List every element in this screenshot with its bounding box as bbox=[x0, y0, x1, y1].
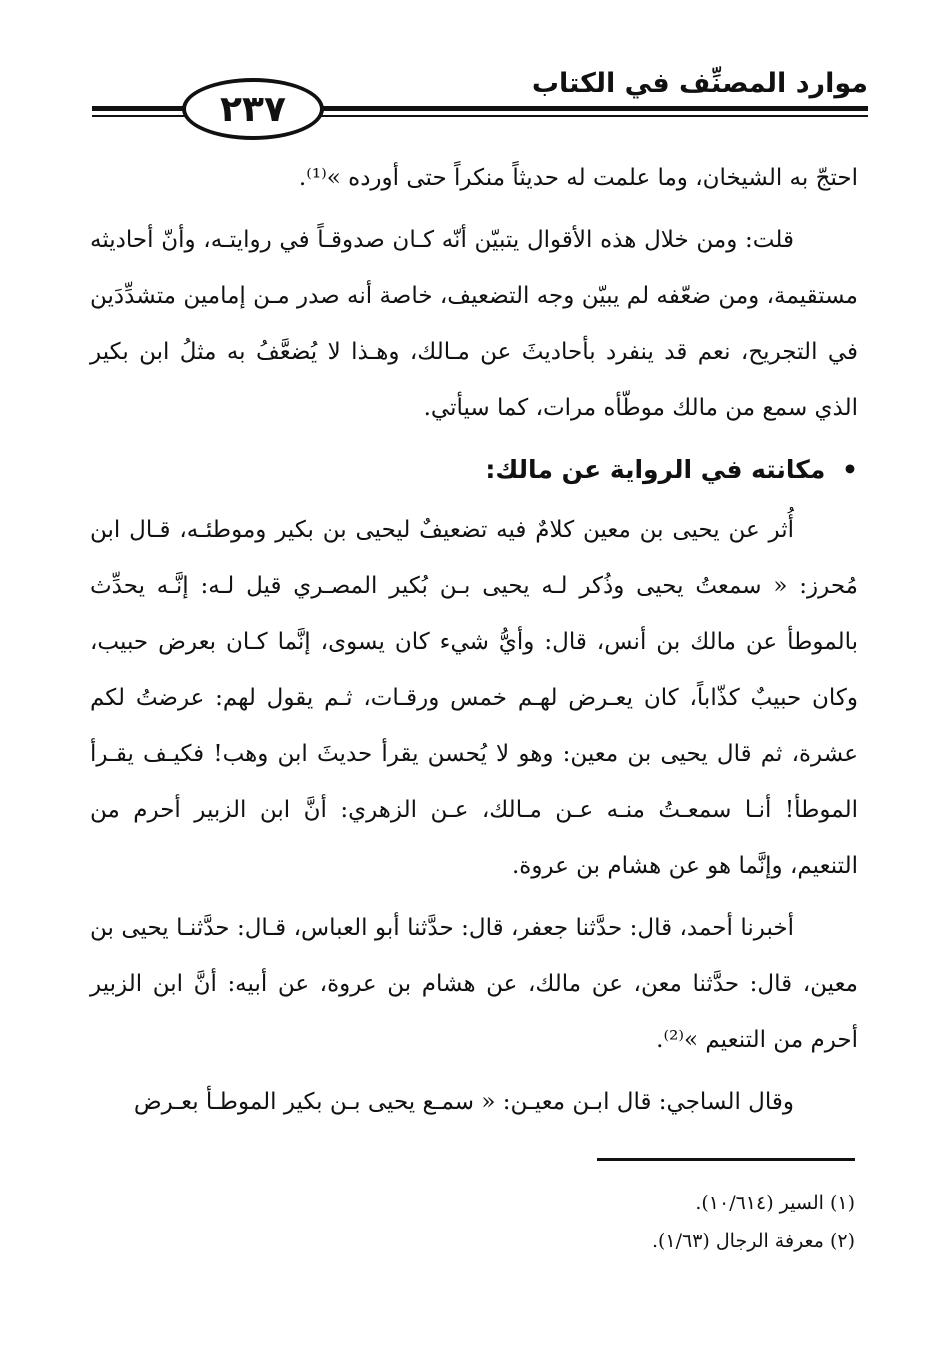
page-number: ٢٣٧ bbox=[182, 78, 324, 140]
paragraph-2: قلت: ومن خلال هذه الأقوال يتبيّن أنّه كـان صدوقـاً في روايتـه، وأنّ أحاديثه مستقيمة، ومن ضعّفه لم يبيّن وجه التضعيف، خاصة أنه صدر مـن إمامين متشدِّدَين في التجريح، نعم قد ينفرد بأحاديثَ عن مـالك، وهـذا لا يُضعَّفُ به مثلُ ابن بكير الذي سمع من مالك موطّأه مرات، كما سيأتي. bbox=[90, 227, 858, 421]
paragraph-1: احتجّ به الشيخان، وما علمت له حديثاً منكراً حتى أورده »⁽¹⁾. bbox=[298, 165, 858, 191]
footnote-2: (٢) معرفة الرجال (١/٦٣). bbox=[651, 1230, 855, 1252]
footnote-separator bbox=[597, 1158, 855, 1161]
main-text bbox=[90, 150, 858, 1136]
section-heading-text: مكانته في الرواية عن مالك: bbox=[485, 455, 826, 484]
paragraph-5: وقال الساجي: قال ابـن معيـن: « سمـع يحيى بـن بكير الموطـأ بعـرض bbox=[133, 1089, 794, 1115]
section-heading bbox=[90, 442, 858, 498]
footnote-1: (١) السير (١٠/٦١٤). bbox=[695, 1192, 855, 1214]
paragraph-3: أُثر عن يحيى بن معين كلامٌ فيه تضعيفٌ ليحيى بن بكير وموطئـه، قـال ابن مُحرز: « سمعتُ يحيى وذُكر لـه يحيى بـن بُكير المصـري قيل لـه: إنَّـه يحدِّث بالموطأ عن مالك بن أنس، قال: وأيُّ شيء كان يسوى، إنَّما كـان بعرض حبيب، وكان حبيبٌ كذّاباً، كان يعـرض لهـم خمس ورقـات، ثـم يقول لهم: عرضتُ لكم عشرة، ثم قال يحيى بن معين: وهو لا يُحسن يقرأ حديثَ ابن وهب! فكيـف يقـرأ الموطأ! أنـا سمعـتُ منـه عـن مـالك، عـن الزهري: أنَّ ابن الزبير أحرم من التنعيم، وإنَّما هو عن هشام بن عروة. bbox=[90, 517, 858, 879]
page-header bbox=[92, 58, 868, 148]
heading-bullet-icon: • bbox=[842, 455, 858, 484]
footnotes bbox=[355, 1184, 855, 1260]
paragraph-4: أخبرنا أحمد، قال: حدَّثنا جعفر، قال: حدَّثنا أبو العباس، قـال: حدَّثنـا يحيى بن معين، قال: حدَّثنا معن، عن مالك، عن هشام بن عروة، عن أبيه: أنَّ ابن الزبير أحرم من التنعيم »⁽²⁾. bbox=[90, 915, 858, 1053]
running-title: موارد المصنِّف في الكتاب bbox=[531, 68, 868, 99]
